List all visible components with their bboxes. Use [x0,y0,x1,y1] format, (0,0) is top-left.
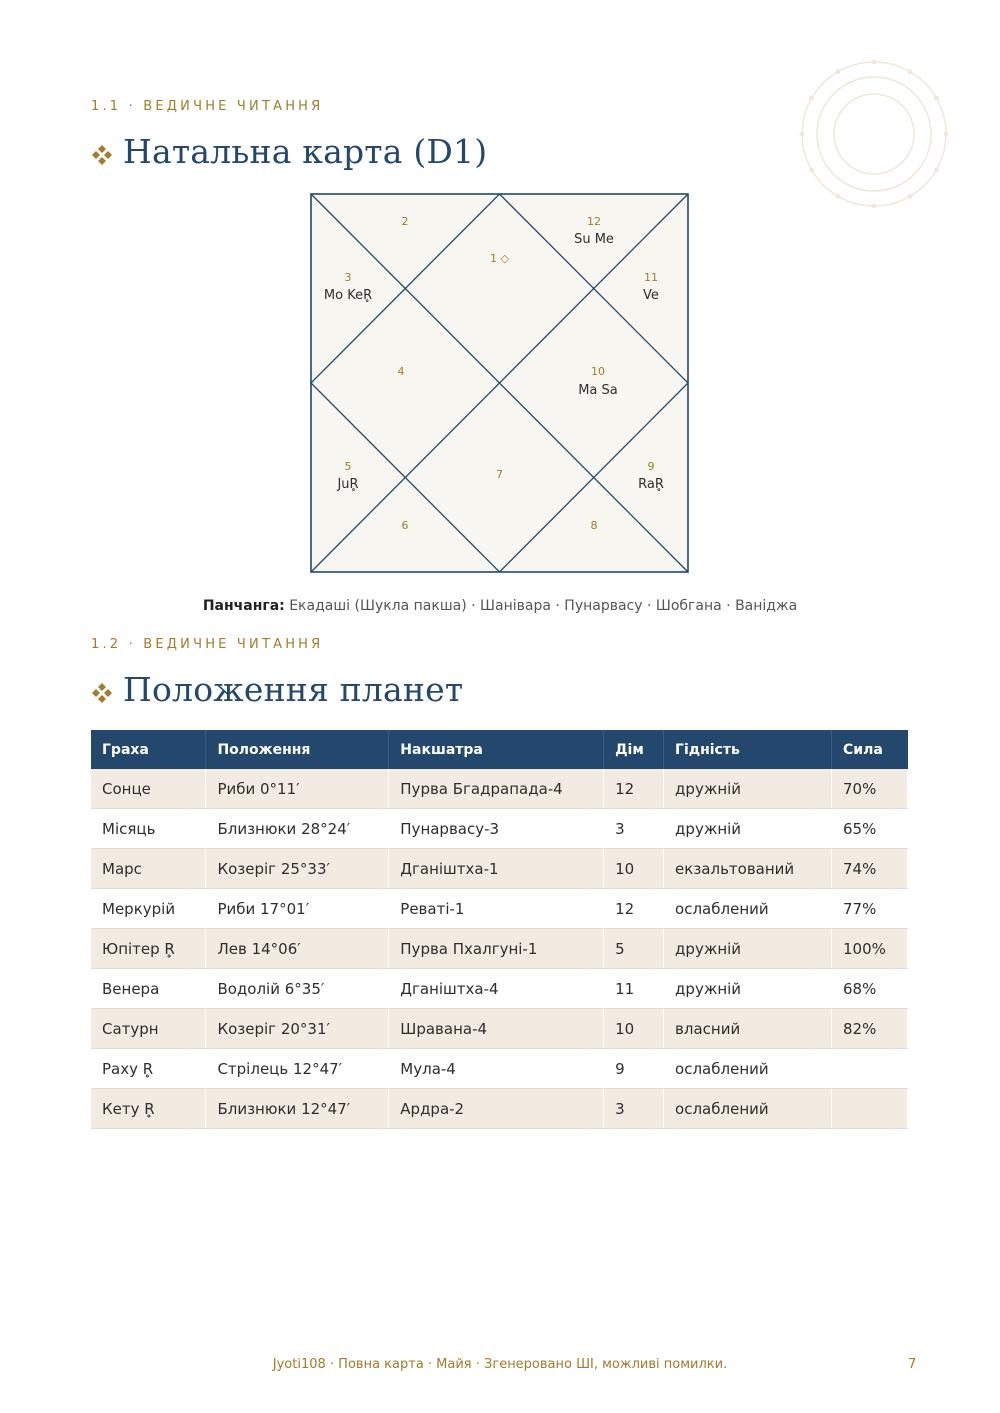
house-number: 1 ◇ [490,252,509,265]
natal-chart [310,193,690,573]
table-row [91,1009,908,1049]
section-kicker: 1.1 · ВЕДИЧНЕ ЧИТАННЯ [91,99,324,114]
table-row [91,969,908,1009]
house-planets: Ve [643,288,659,303]
table-cell: дружній [664,809,832,849]
table-cell: Дганіштха-4 [389,969,604,1009]
table-cell: Шравана-4 [389,1009,604,1049]
table-cell: 77% [831,889,907,929]
table-cell: 74% [831,849,907,889]
ornament-dot [944,132,949,137]
house-number: 11 [644,271,658,284]
section-kicker: 1.2 · ВЕДИЧНЕ ЧИТАННЯ [91,637,324,652]
section-title: Положення планет [123,670,464,709]
house-number: 10 [591,365,605,378]
column-header: Граха [91,730,206,769]
house-number: 4 [397,365,405,378]
table-cell: Меркурій [91,889,206,929]
ornament-dot [800,132,805,137]
table-cell: 3 [604,809,664,849]
section-heading [91,132,487,171]
table-cell: 65% [831,809,907,849]
table-row [91,889,908,929]
house-number: 3 [344,271,352,284]
table-cell [831,1089,907,1129]
table-row [91,1089,908,1129]
ornament-dot [908,69,913,74]
table-row [91,929,908,969]
table-cell: Ардра-2 [389,1089,604,1129]
column-header: Дім [604,730,664,769]
table-cell: Козеріг 25°33′ [206,849,389,889]
table-cell: 70% [831,769,907,809]
table-cell: Дганіштха-1 [389,849,604,889]
house-number: 5 [344,460,352,473]
panchanga-line [0,598,1000,614]
house-number: 7 [496,468,503,481]
table-cell: ослаблений [664,1049,832,1089]
column-header: Гідність [664,730,832,769]
table-row [91,809,908,849]
table-cell: 10 [604,849,664,889]
table-row [91,1049,908,1089]
table-cell: Мула-4 [389,1049,604,1089]
house-planets: Ma Sa [578,383,618,398]
house-number: 12 [587,215,601,228]
decorative-circle-ornament [798,58,950,210]
diamond-cluster-icon [91,144,113,166]
table-cell: Лев 14°06′ [206,929,389,969]
ornament-dot [872,60,877,65]
house-number: 2 [401,215,409,228]
page-footer: Jyoti108 · Повна карта · Майя · Згенеровано ШІ, можливі помилки. [272,1357,728,1372]
table-header-row [91,730,908,769]
table-cell: дружній [664,769,832,809]
table-cell: ослаблений [664,889,832,929]
table-cell [831,1049,907,1089]
ornament-dot [836,194,841,199]
table-cell: Козеріг 20°31′ [206,1009,389,1049]
table-cell: власний [664,1009,832,1049]
ornament-dot [809,168,814,173]
house-number: 9 [647,460,655,473]
table-cell: 12 [604,889,664,929]
table-cell: 11 [604,969,664,1009]
house-number: 6 [401,519,409,532]
table-cell: 5 [604,929,664,969]
ornament-dot [934,96,939,101]
panchanga-label: Панчанга: [202,598,285,614]
column-header: Положення [206,730,389,769]
ornament-dot [934,168,939,173]
ornament-dot [872,204,877,209]
table-row [91,849,908,889]
column-header: Сила [831,730,907,769]
table-cell: 68% [831,969,907,1009]
table-cell: Кету R̥ [91,1089,206,1129]
table-cell: дружній [664,969,832,1009]
planet-positions-table [91,730,908,1129]
table-cell: Місяць [91,809,206,849]
table-cell: Стрілець 12°47′ [206,1049,389,1089]
house-planets: JuR̥ [337,477,359,492]
table-cell: дружній [664,929,832,969]
table-cell: Близнюки 28°24′ [206,809,389,849]
ornament-dot [908,194,913,199]
table-cell: Сонце [91,769,206,809]
table-cell: Реваті-1 [389,889,604,929]
table-cell: 12 [604,769,664,809]
table-cell: 3 [604,1089,664,1129]
table-cell: Близнюки 12°47′ [206,1089,389,1129]
ornament-dot [809,96,814,101]
table-cell: Пурва Пхалгуні-1 [389,929,604,969]
table-cell: Риби 17°01′ [206,889,389,929]
table-cell: Пурва Бгадрапада-4 [389,769,604,809]
table-cell: Марс [91,849,206,889]
table-cell: Венера [91,969,206,1009]
table-cell: Водолій 6°35′ [206,969,389,1009]
table-cell: 10 [604,1009,664,1049]
ornament-dot [836,69,841,74]
house-planets: Mo KeR̥ [323,288,373,303]
house-number: 8 [590,519,598,532]
table-cell: 9 [604,1049,664,1089]
section-heading [91,670,463,709]
table-row [91,769,908,809]
table-cell: 100% [831,929,907,969]
table-cell: 82% [831,1009,907,1049]
table-cell: Сатурн [91,1009,206,1049]
table-cell: ослаблений [664,1089,832,1129]
column-header: Накшатра [389,730,604,769]
table-cell: Раху R̥ [91,1049,206,1089]
table-cell: Пунарвасу-3 [389,809,604,849]
house-planets: Su Me [574,232,614,247]
page-number: 7 [908,1357,917,1372]
diamond-cluster-icon [91,682,113,704]
table-cell: Юпітер R̥ [91,929,206,969]
table-cell: екзальтований [664,849,832,889]
page-title: Натальна карта (D1) [123,132,488,171]
panchanga-text: Екадаші (Шукла пакша) · Шанівара · Пунарвасу · Шобгана · Ваніджа [284,598,798,614]
table-cell: Риби 0°11′ [206,769,389,809]
house-planets: RaR̥ [638,477,664,492]
